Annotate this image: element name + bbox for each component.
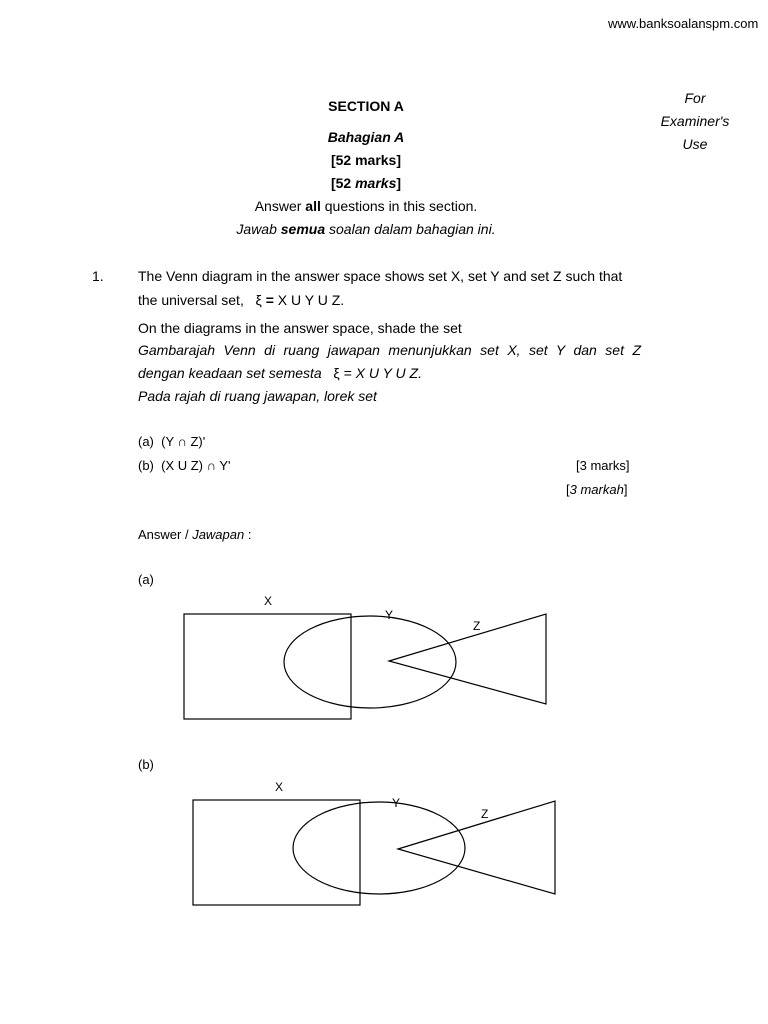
part-b-label: (b) [138, 458, 154, 473]
line2-equals: = [265, 292, 274, 308]
set-x-rectangle[interactable] [184, 614, 351, 719]
section-title: SECTION A [328, 98, 404, 114]
set-x-rectangle[interactable] [193, 800, 360, 905]
answer-label-en: Answer / [138, 527, 193, 542]
marks-malay-word-q: 3 markah [569, 482, 624, 497]
marks-malay-open-q: [ [566, 482, 570, 497]
set-z-label: Z [481, 807, 489, 821]
section-instruction [0, 198, 732, 214]
question-malay-line2 [138, 365, 422, 381]
instruction-post: questions in this section. [320, 198, 478, 214]
marks-malay-close: ] [396, 175, 402, 191]
xi-symbol: ξ [255, 292, 262, 308]
set-y-ellipse[interactable] [293, 802, 465, 894]
venn-diagram-b[interactable] [187, 776, 567, 911]
instruction-bold: all [305, 198, 321, 214]
set-x-label: X [264, 594, 273, 608]
answer-label-malay: Jawapan [192, 527, 245, 542]
set-y-label: Y [385, 608, 394, 622]
question-line2 [138, 292, 344, 308]
xi-symbol-malay: ξ [333, 365, 340, 381]
question-number: 1. [92, 268, 104, 284]
website-url: www.banksoalanspm.com [608, 16, 759, 31]
line2-post: X U Y U Z. [277, 292, 345, 308]
question-line1: The Venn diagram in the answer space shows set X, set Y and set Z such that [138, 268, 623, 284]
part-a [138, 434, 205, 449]
venn-diagram-a[interactable] [178, 590, 558, 725]
question-malay-line1: Gambarajah Venn di ruang jawapan menunjukkan set X, set Y dan set Z [138, 342, 641, 358]
examiner-use-line2: Examiner's [660, 113, 730, 129]
marks-malay-word: marks [355, 175, 397, 191]
malay-line2-post: = X U Y U Z. [343, 365, 423, 381]
question-malay-line3: Pada rajah di ruang jawapan, lorek set [138, 388, 377, 404]
set-z-triangle[interactable] [398, 801, 555, 894]
question-marks-malay [566, 482, 627, 497]
diagram-a-label: (a) [138, 572, 154, 587]
instruction-pre: Answer [254, 198, 306, 214]
part-b [138, 458, 231, 473]
section-instruction-malay [0, 221, 732, 237]
malay-line2-pre: dengan keadaan set semesta [138, 365, 322, 381]
examiner-use-line1: For [684, 90, 706, 106]
question-line3: On the diagrams in the answer space, shade the set [138, 320, 462, 336]
examiner-use-line3: Use [682, 136, 708, 152]
line2-pre: the universal set, [138, 292, 244, 308]
set-z-triangle[interactable] [389, 614, 546, 704]
marks-malay-close-q: ] [623, 482, 628, 497]
answer-label-colon: : [244, 527, 252, 542]
marks-malay-open: [52 [330, 175, 356, 191]
question-marks: [3 marks] [576, 458, 630, 473]
part-b-set: (X U Z) ∩ Y' [161, 458, 231, 473]
diagram-b-label: (b) [138, 757, 154, 772]
set-y-label: Y [392, 796, 401, 810]
section-marks: [52 marks] [330, 152, 402, 168]
part-a-label: (a) [138, 434, 154, 449]
section-marks-malay [0, 175, 732, 191]
set-z-label: Z [473, 619, 481, 633]
instruction-malay-post: soalan dalam bahagian ini. [325, 221, 496, 237]
part-a-set: (Y ∩ Z)' [161, 434, 206, 449]
instruction-malay-pre: Jawab [236, 221, 281, 237]
set-x-label: X [275, 780, 284, 794]
instruction-malay-bold: semua [280, 221, 326, 237]
answer-label [138, 527, 251, 542]
set-y-ellipse[interactable] [284, 616, 456, 708]
section-title-malay: Bahagian A [327, 129, 405, 145]
